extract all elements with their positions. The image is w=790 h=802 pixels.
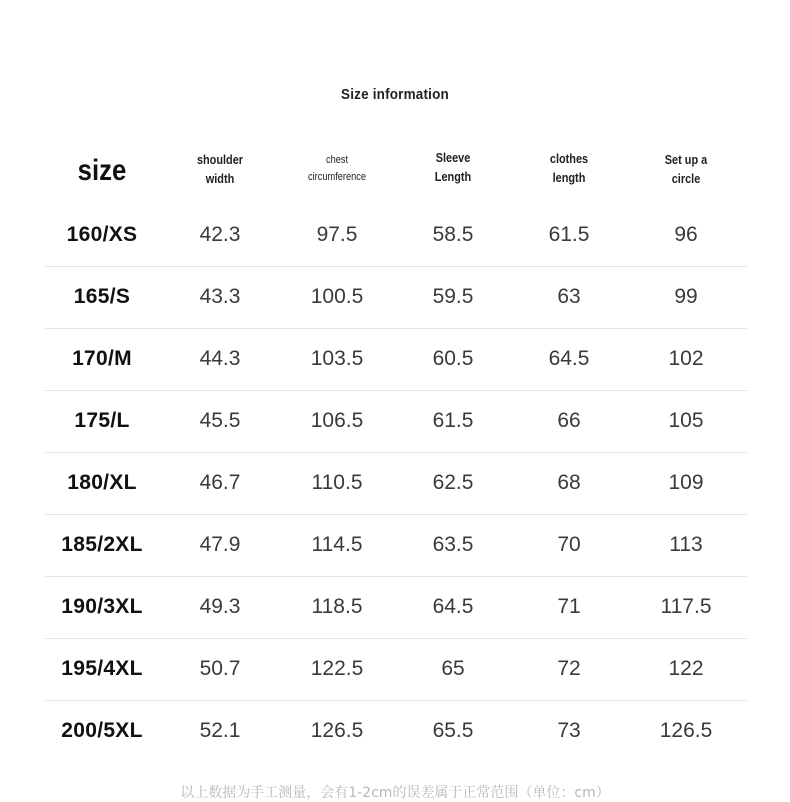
measurement-cell: 99	[674, 285, 698, 308]
measurement-cell: 46.7	[199, 471, 241, 494]
measurement-cell: 62.5	[432, 471, 474, 494]
table-row	[45, 453, 747, 515]
column-header-shoulder-width	[197, 150, 243, 188]
table-body	[45, 205, 747, 762]
column-header-line: length	[552, 170, 586, 185]
measurement-cell: 52.1	[199, 719, 241, 742]
measurement-cell: 47.9	[199, 533, 241, 556]
measurement-cell: 70	[557, 533, 581, 556]
column-header-line: circumference	[307, 171, 367, 183]
measurement-cell: 45.5	[199, 409, 241, 432]
measurement-cell: 109	[668, 471, 704, 494]
table-row	[45, 205, 747, 267]
table-row	[45, 639, 747, 701]
measurement-cell: 63	[557, 285, 581, 308]
column-header-line: chest	[325, 154, 349, 166]
measurement-cell: 42.3	[199, 223, 241, 246]
size-label: 200/5XL	[61, 719, 143, 742]
table-row	[45, 267, 747, 329]
measurement-cell: 117.5	[660, 595, 712, 618]
measurement-footnote: 以上数据为手工测量，会有1-2cm的误差属于正常范围（单位：cm）	[180, 785, 610, 801]
measurement-cell: 100.5	[310, 285, 364, 308]
column-header-line: shoulder	[196, 152, 244, 167]
table-row	[45, 701, 747, 762]
column-header-line: Length	[434, 169, 472, 184]
size-label: 195/4XL	[61, 657, 143, 680]
size-column-heading: size	[77, 154, 127, 187]
measurement-cell: 96	[674, 223, 698, 246]
size-label: 170/M	[72, 347, 132, 370]
column-header-sleeve-length	[435, 148, 471, 186]
column-header-line: Sleeve	[435, 150, 471, 165]
measurement-cell: 64.5	[548, 347, 590, 370]
column-header-set-up-a-circle	[665, 150, 707, 188]
column-header-line: width	[205, 171, 235, 186]
measurement-cell: 60.5	[432, 347, 474, 370]
table-row	[45, 329, 747, 391]
measurement-cell: 43.3	[199, 285, 241, 308]
measurement-cell: 59.5	[432, 285, 474, 308]
measurement-cell: 49.3	[199, 595, 241, 618]
measurement-cell: 61.5	[432, 409, 474, 432]
measurement-cell: 122.5	[310, 657, 364, 680]
size-table	[45, 140, 747, 762]
measurement-cell: 105	[668, 409, 704, 432]
measurement-cell: 110.5	[311, 471, 363, 494]
table-row	[45, 391, 747, 453]
size-label: 190/3XL	[61, 595, 143, 618]
column-header-line: clothes	[549, 151, 589, 166]
measurement-cell: 106.5	[310, 409, 364, 432]
measurement-cell: 113	[669, 533, 703, 556]
column-header-clothes-length	[550, 149, 588, 187]
measurement-cell: 103.5	[310, 347, 364, 370]
column-header-line: Set up a	[664, 152, 708, 167]
table-row	[45, 577, 747, 639]
measurement-cell: 65	[441, 657, 465, 680]
measurement-cell: 73	[557, 719, 581, 742]
measurement-cell: 44.3	[199, 347, 241, 370]
measurement-cell: 50.7	[199, 657, 241, 680]
size-label: 180/XL	[67, 471, 137, 494]
measurement-cell: 66	[557, 409, 581, 432]
measurement-cell: 114.5	[311, 533, 363, 556]
measurement-cell: 118.5	[311, 595, 363, 618]
measurement-cell: 68	[557, 471, 581, 494]
page-title: Size information	[341, 86, 449, 103]
size-label: 175/L	[74, 409, 130, 432]
size-label: 165/S	[73, 285, 131, 308]
table-row	[45, 515, 747, 577]
measurement-cell: 61.5	[548, 223, 590, 246]
column-header-chest-circumference	[308, 152, 366, 186]
measurement-cell: 122	[668, 657, 704, 680]
table-header	[45, 140, 747, 205]
measurement-cell: 126.5	[659, 719, 713, 742]
measurement-cell: 72	[557, 657, 581, 680]
size-label: 185/2XL	[61, 533, 143, 556]
column-header-line: circle	[671, 171, 701, 186]
measurement-cell: 65.5	[432, 719, 474, 742]
measurement-cell: 63.5	[432, 533, 474, 556]
measurement-cell: 102	[668, 347, 704, 370]
measurement-cell: 71	[557, 595, 581, 618]
measurement-cell: 126.5	[310, 719, 364, 742]
measurement-cell: 97.5	[316, 223, 358, 246]
measurement-cell: 58.5	[432, 223, 474, 246]
measurement-cell: 64.5	[432, 595, 474, 618]
size-label: 160/XS	[66, 223, 138, 246]
